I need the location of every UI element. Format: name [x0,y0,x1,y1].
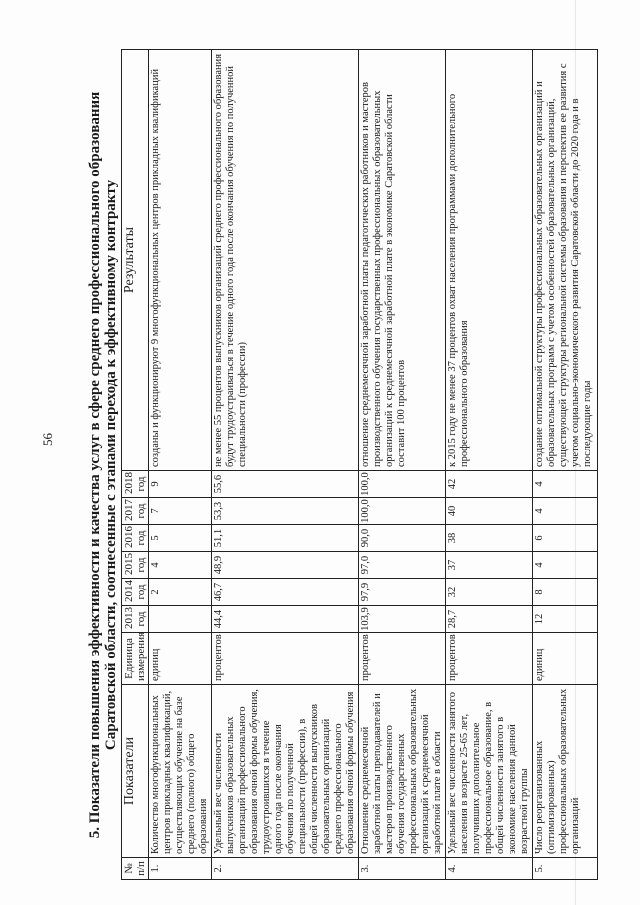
row-result: отношение среднемесячной заработной платы педагогических работников и мастеров производственного обучения государственных профессиональных образовательных организаций к среднемесячной заработной плате в экономике Саратовской области составит 100 процентов [359,50,446,471]
row-indicator: Отношение среднемесячной заработной платы преподавателей и мастеров производственного обучения государственных профессиональных образовательных организаций к среднемесячной заработной плате в области [359,685,446,858]
table-row [212,50,359,880]
value-2015: 4 [149,552,212,579]
value-2015: 48,9 [212,552,359,579]
value-2017: 40 [446,498,533,525]
row-unit: процентов [446,633,533,685]
row-unit: единиц [533,633,598,685]
header-year-2013: 2013 год [122,606,149,633]
row-indicator: Количество многофункциональных центров прикладных квалификаций, осуществляющих обучение на базе среднего (полного) общего образования [149,685,212,858]
row-num: 2. [212,858,359,880]
row-indicator: Число реорганизованных (оптимизированных) профессиональных образовательных организаций [533,685,598,858]
value-2014: 97,9 [359,579,446,606]
row-num: 1. [149,858,212,880]
row-result: к 2015 году не менее 37 процентов охват населения программами дополнительного профессионального образования [446,50,533,471]
value-2013: 12 [533,606,598,633]
heading-line-2: Саратовской области, соотнесенные с этапами перехода к эффективному контракту [103,179,119,751]
rotated-content [85,50,593,880]
header-unit: Единица измерения [122,633,149,685]
value-2017: 7 [149,498,212,525]
table-row [149,50,212,880]
value-2018: 42 [446,471,533,498]
value-2015: 97,0 [359,552,446,579]
page-number: 56 [40,433,55,446]
header-year-2018: 2018 год [122,471,149,498]
value-2014: 8 [533,579,598,606]
value-2017: 4 [533,498,598,525]
value-2016: 90,0 [359,525,446,552]
value-2017: 53,3 [212,498,359,525]
value-2013: 44,4 [212,606,359,633]
header-year-2016: 2016 год [122,525,149,552]
table-heading [85,50,121,880]
header-year-2017: 2017 год [122,498,149,525]
value-2018: 9 [149,471,212,498]
row-indicator: Удельный вес численности занятого населения в возрасте 25-65 лет, получивших дополнительное профессиональное образование, в общей численности занятого в экономике населения данной возрастной группы [446,685,533,858]
value-2018: 100,0 [359,471,446,498]
row-result: создание оптимальной структуры профессиональных образовательных организаций и образовательных программ с учетом особенностей образовательных организаций, существующей структуры региональной системы образования и перспектив ее развития с учетом социально-экономического развития Саратовской области до 2020 года и в последующие годы [533,50,598,471]
value-2016: 51,1 [212,525,359,552]
header-results: Результаты [122,50,149,471]
header-row [122,50,149,880]
value-2014: 46,7 [212,579,359,606]
value-2015: 37 [446,552,533,579]
row-result: не менее 55 процентов выпускников организаций среднего профессионального образования будут трудоустраиваться в течение одного года после окончания обучения по полученной специальности (профессии) [212,50,359,471]
value-2014: 32 [446,579,533,606]
header-num: № п/п [122,858,149,880]
table-row [533,50,598,880]
value-2018: 4 [533,471,598,498]
table-row [359,50,446,880]
value-2013 [149,606,212,633]
row-unit: процентов [212,633,359,685]
indicators-table [121,49,598,880]
row-num: 3. [359,858,446,880]
header-indicator: Показатели [122,685,149,858]
value-2015: 4 [533,552,598,579]
value-2014: 2 [149,579,212,606]
value-2013: 28,7 [446,606,533,633]
heading-line-1: 5. Показатели повышения эффективности и качества услуг в сфере среднего профессионального образования [87,91,103,839]
value-2013: 103,9 [359,606,446,633]
row-result: созданы и функционируют 9 многофункциональных центров прикладных квалификаций [149,50,212,471]
value-2016: 5 [149,525,212,552]
header-year-2015: 2015 год [122,552,149,579]
header-year-2014: 2014 год [122,579,149,606]
row-num: 5. [533,858,598,880]
row-unit: процентов [359,633,446,685]
value-2017: 100,0 [359,498,446,525]
table-row [446,50,533,880]
value-2016: 6 [533,525,598,552]
value-2018: 55,6 [212,471,359,498]
row-num: 4. [446,858,533,880]
value-2016: 38 [446,525,533,552]
row-indicator: Удельный вес численности выпускников образовательных организаций профессионального образования очной формы обучения, трудоустроившихся в течение одного года после окончания обучения по полученной специальности (профессии), в общей численности выпускников образовательных организаций среднего профессионального образования очной формы обучения [212,685,359,858]
row-unit: единиц [149,633,212,685]
